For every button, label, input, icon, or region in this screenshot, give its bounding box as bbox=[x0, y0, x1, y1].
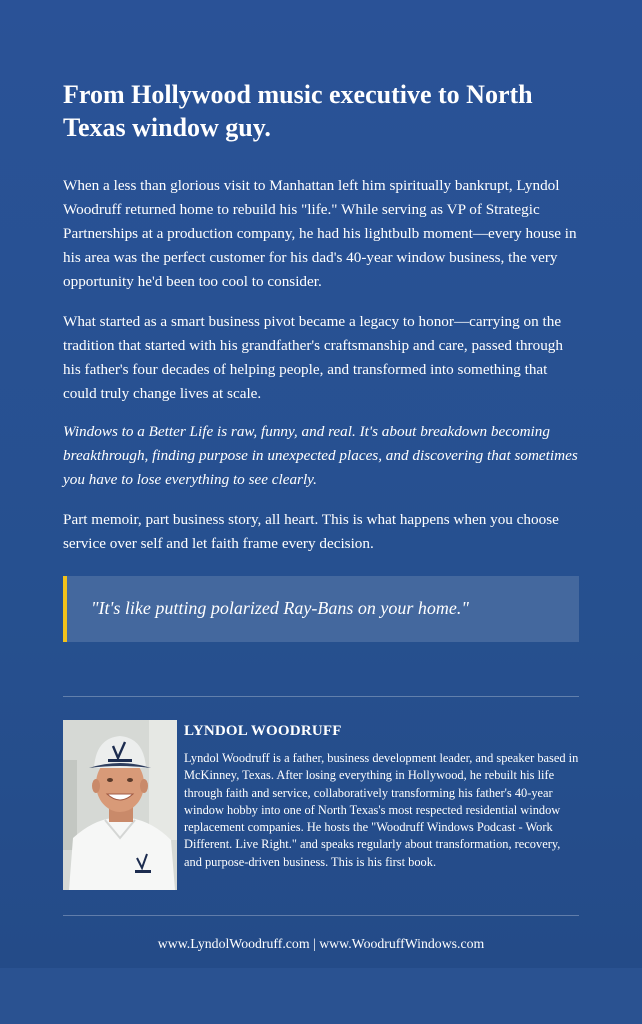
bottom-band bbox=[0, 968, 642, 1024]
author-name: LYNDOL WOODRUFF bbox=[184, 723, 342, 739]
author-bio: Lyndol Woodruff is a father, business development leader, and speaker based in McKinney, Texas. After losing everything in Hollywood, he rebuilt his life through faith and service, collaboratively transforming his father's 40-year window hobby into one of North Texas's most respected residential window replacement companies. He hosts the "Woodruff Windows Podcast - Work Different. Live Right." and speaks regularly about transformation, recovery, and purpose-driven business. This is his first book. bbox=[184, 751, 579, 869]
synopsis-paragraph-2: What started as a smart business pivot became a legacy to honor—carrying on the tradition that started with his grandfather's craftsmanship and care, passed through his father's four decades of helping people, and transformed into something that could truly change lives at scale. bbox=[63, 313, 563, 402]
author-photo bbox=[63, 720, 177, 890]
author-portrait-image bbox=[63, 720, 177, 890]
headline: From Hollywood music executive to North Texas window guy. bbox=[63, 80, 533, 142]
pull-quote: "It's like putting polarized Ray-Bans on your home." bbox=[91, 598, 469, 618]
divider-top bbox=[63, 696, 579, 697]
divider-bottom bbox=[63, 915, 579, 916]
synopsis-paragraph-4: Part memoir, part business story, all heart. This is what happens when you choose service over self and let faith frame every decision. bbox=[63, 511, 559, 552]
website-links: www.LyndolWoodruff.com | www.WoodruffWindows.com bbox=[157, 936, 485, 951]
pull-quote-box bbox=[63, 576, 579, 642]
synopsis-paragraph-3: Windows to a Better Life is raw, funny, and real. It's about breakdown becoming breakthrough, finding purpose in unexpected places, and discovering that sometimes you have to lose everything to see clearly. bbox=[63, 423, 578, 488]
author-section bbox=[63, 720, 579, 890]
synopsis-paragraph-1: When a less than glorious visit to Manhattan left him spiritually bankrupt, Lyndol Woodruff returned home to rebuild his "life." While serving as VP of Strategic Partnerships at a production company, he had his lightbulb moment—every house in his area was the perfect customer for his dad's 40-year window business, the very opportunity he'd been too cool to consider. bbox=[63, 177, 577, 290]
